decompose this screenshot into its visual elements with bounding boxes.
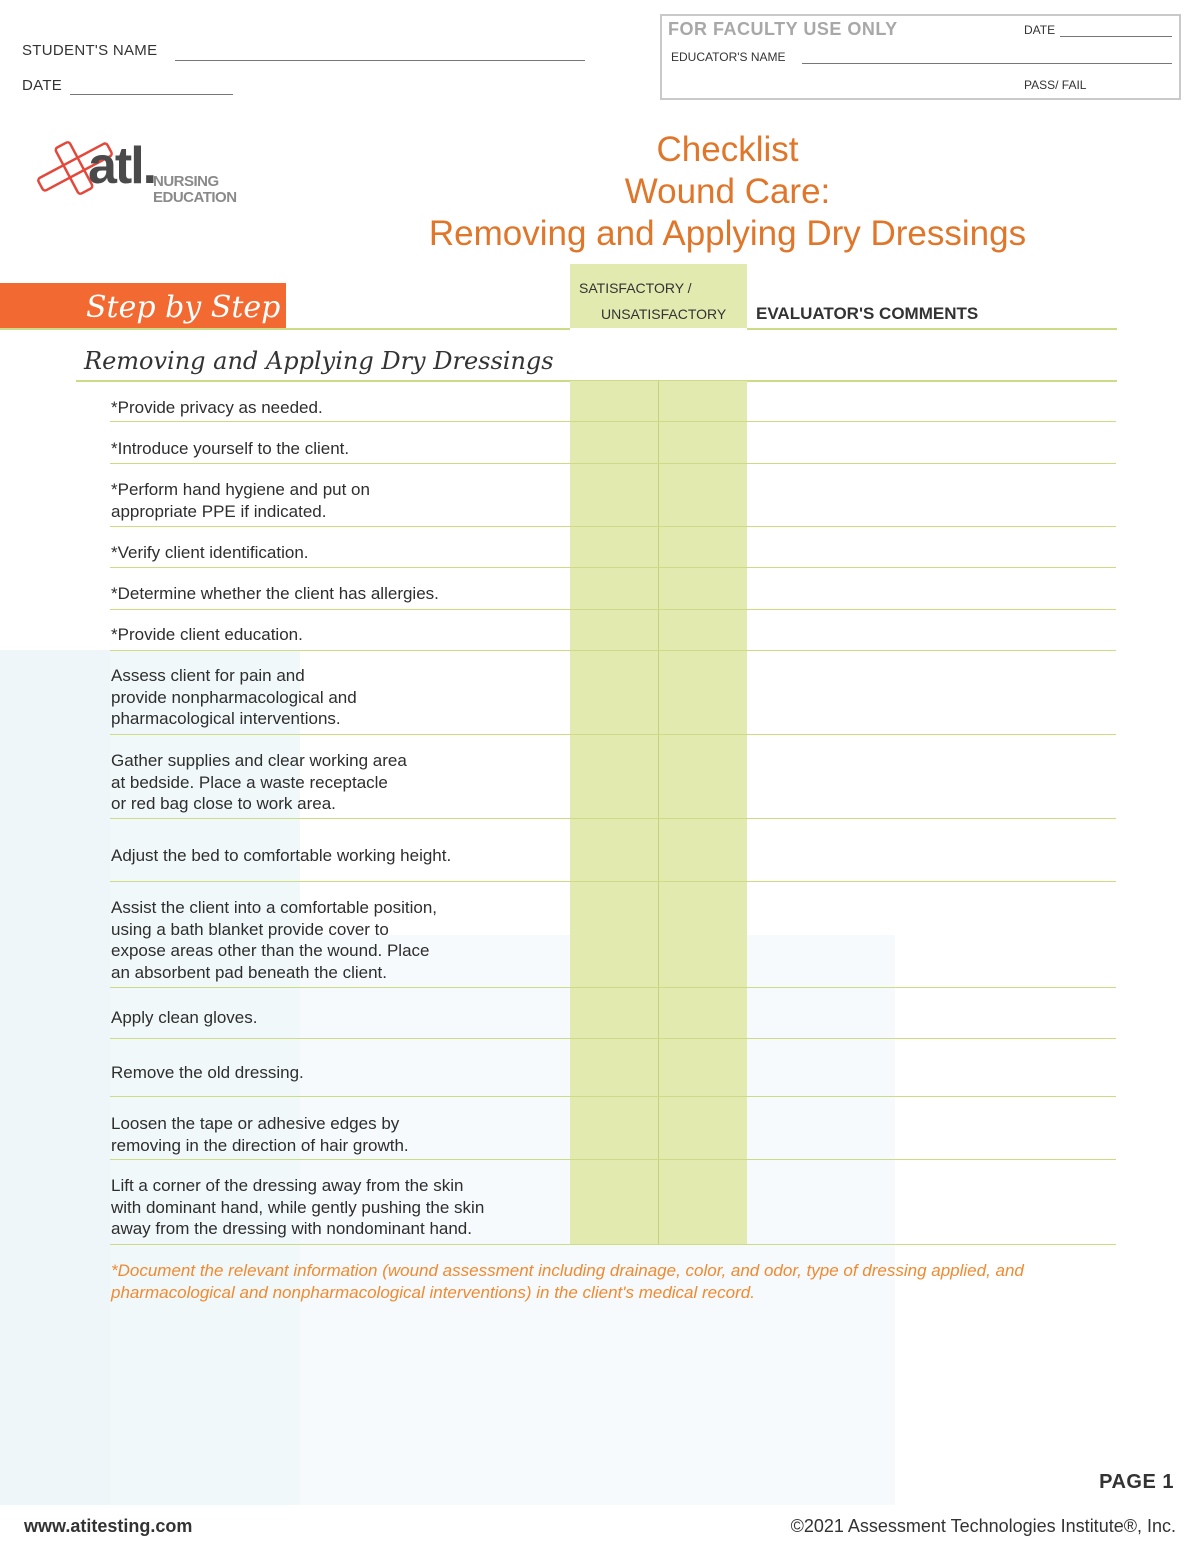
header-rule [0, 328, 570, 330]
checklist-step: Adjust the bed to comfortable working height. [111, 846, 452, 865]
student-name-field[interactable] [175, 60, 585, 61]
date-field[interactable] [70, 94, 233, 95]
educator-name-field[interactable] [802, 63, 1172, 64]
header-rule [747, 328, 1117, 330]
row-divider [110, 421, 1116, 422]
checklist-step: Gather supplies and clear working area at bedside. Place a waste receptacle or red bag close to work area. [111, 751, 407, 813]
checklist-step: *Introduce yourself to the client. [111, 439, 350, 458]
satisfactory-label: SATISFACTORY / [579, 280, 692, 296]
footer-copyright: ©2021 Assessment Technologies Institute®, Inc. [790, 1516, 1176, 1536]
step-banner-label: Step by Step [86, 290, 281, 325]
checklist-step: Assist the client into a comfortable position, using a bath blanket provide cover to expose areas other than the wound. Place an absorbent pad beneath the client. [111, 898, 437, 982]
row-divider [110, 1038, 1116, 1039]
checklist-step: *Perform hand hygiene and put on appropriate PPE if indicated. [111, 480, 370, 521]
checklist-step: *Provide privacy as needed. [111, 398, 323, 417]
documentation-note: *Document the relevant information (wound assessment including drainage, color, and odor, type of dressing applied, and pharmacological and nonpharmacological interventions) in the client's medical record. [111, 1261, 1024, 1302]
logo-line-1: NURSING [153, 173, 219, 190]
checklist-step: Assess client for pain and provide nonpharmacological and pharmacological interventions. [111, 666, 357, 728]
logo-line-2: EDUCATION [153, 189, 237, 206]
row-divider [110, 1096, 1116, 1097]
background-block [0, 650, 110, 1505]
checklist-step: Lift a corner of the dressing away from the skin with dominant hand, while gently pushing the skin away from the dressing with nondominant hand. [111, 1176, 485, 1238]
row-divider [110, 526, 1116, 527]
faculty-date-field[interactable] [1060, 36, 1172, 37]
evaluator-comments-header: EVALUATOR'S COMMENTS [756, 304, 979, 323]
row-divider [110, 463, 1116, 464]
student-name-label: STUDENT'S NAME [22, 42, 158, 59]
logo-mark: atl. [88, 137, 156, 195]
row-divider [110, 609, 1116, 610]
title-line-2: Wound Care: [624, 172, 831, 211]
row-divider [110, 734, 1116, 735]
footer-url[interactable]: www.atitesting.com [24, 1516, 193, 1536]
column-divider [658, 381, 659, 1245]
checklist-step: *Verify client identification. [111, 543, 309, 562]
row-divider [110, 987, 1116, 988]
row-divider [110, 650, 1116, 651]
row-divider [110, 1244, 1116, 1245]
title-line-1: Checklist [656, 130, 799, 169]
page-number: PAGE 1 [1099, 1471, 1174, 1493]
checklist-step: Loosen the tape or adhesive edges by removing in the direction of hair growth. [111, 1114, 409, 1155]
row-divider [110, 567, 1116, 568]
checklist-step: Apply clean gloves. [111, 1008, 258, 1027]
section-title: Removing and Applying Dry Dressings [84, 347, 554, 375]
faculty-title: FOR FACULTY USE ONLY [668, 19, 898, 39]
pass-fail-label: PASS/ FAIL [1024, 78, 1087, 92]
checklist-step: *Determine whether the client has allergies. [111, 584, 439, 603]
educator-name-label: EDUCATOR'S NAME [671, 50, 786, 64]
row-divider [110, 818, 1116, 819]
title-line-3: Removing and Applying Dry Dressings [428, 214, 1027, 253]
checklist-step: *Provide client education. [111, 625, 303, 644]
faculty-date-label: DATE [1024, 23, 1056, 37]
row-divider [110, 881, 1116, 882]
atl-logo [28, 138, 258, 218]
checklist-step: Remove the old dressing. [111, 1063, 304, 1082]
row-divider [110, 1159, 1116, 1160]
date-label: DATE [22, 77, 63, 94]
unsatisfactory-label: UNSATISFACTORY [601, 306, 727, 322]
